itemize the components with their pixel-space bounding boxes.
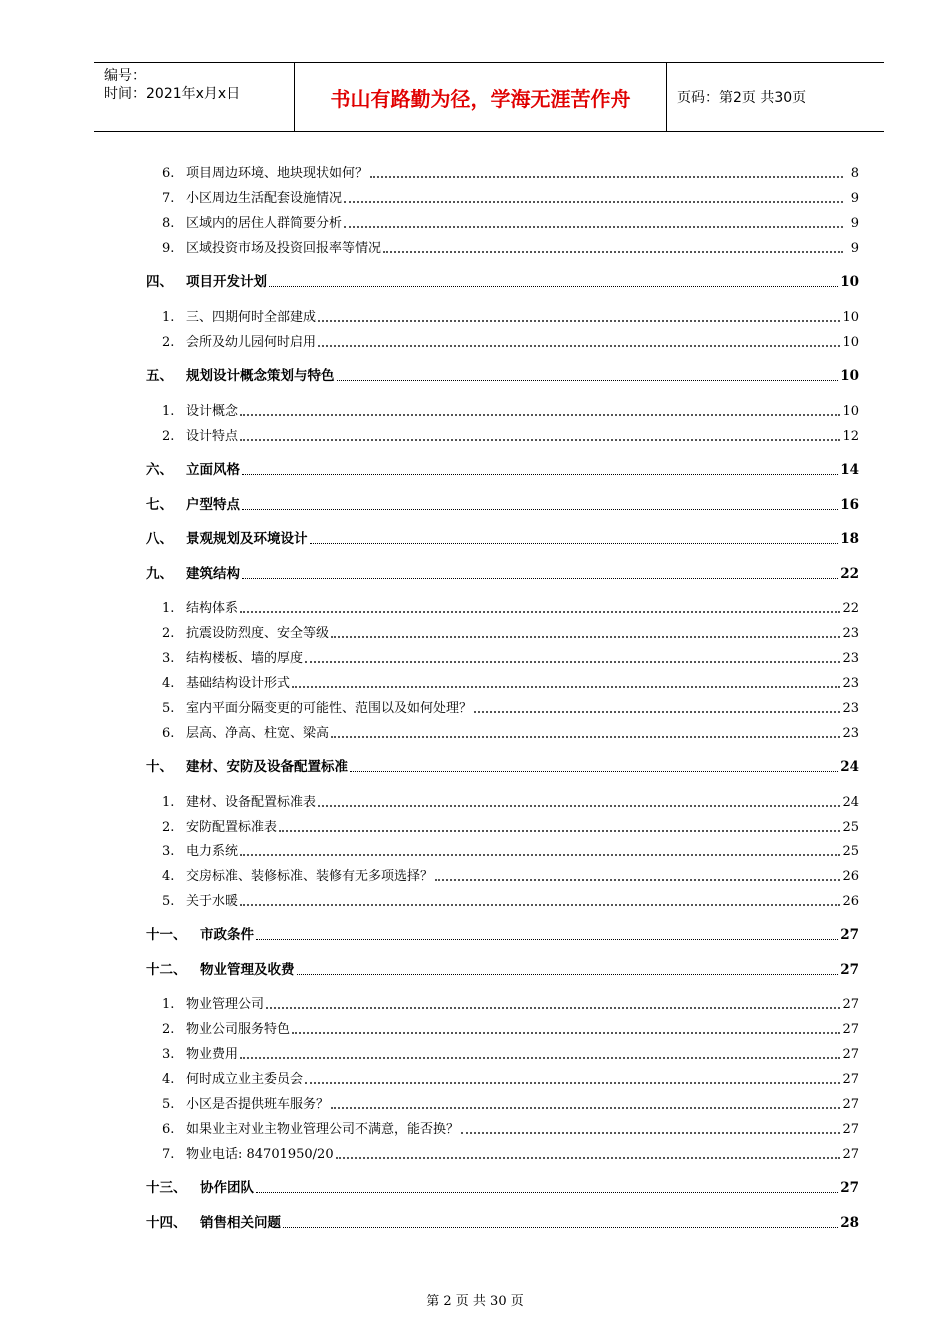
toc-entry[interactable] xyxy=(146,186,859,206)
toc-entry[interactable] xyxy=(146,236,859,256)
toc-number: 十二、 xyxy=(146,962,187,978)
toc-page-number: 27 xyxy=(842,1072,859,1087)
toc-entry[interactable] xyxy=(146,161,859,181)
toc-title: 规划设计概念策划与特色 xyxy=(186,368,335,384)
toc-entry[interactable] xyxy=(146,1142,859,1162)
toc-entry[interactable] xyxy=(146,621,859,641)
toc-page-number: 23 xyxy=(842,651,859,666)
toc-title: 何时成立业主委员会 xyxy=(186,1072,304,1087)
toc-dot-leader xyxy=(383,251,843,253)
toc-page-number: 27 xyxy=(840,962,859,978)
toc-page-number: 14 xyxy=(840,462,859,478)
toc-title: 建材、安防及设备配置标准 xyxy=(186,759,348,775)
toc-entry[interactable] xyxy=(146,399,859,419)
toc-title: 小区是否提供班车服务？ xyxy=(186,1097,330,1112)
toc-title: 设计概念 xyxy=(186,404,239,419)
toc-number: 7. xyxy=(162,1147,175,1162)
toc-page-number: 9 xyxy=(850,241,859,256)
toc-number: 4. xyxy=(162,1072,175,1087)
toc-dot-leader xyxy=(370,176,843,178)
toc-dot-leader xyxy=(310,543,839,544)
toc-number: 6. xyxy=(162,166,175,181)
toc-title: 小区周边生活配套设施情况 xyxy=(186,191,343,206)
toc-dot-leader xyxy=(305,661,840,663)
toc-dot-leader xyxy=(292,1032,840,1034)
toc-page-number: 25 xyxy=(842,820,859,835)
toc-page-number: 26 xyxy=(842,869,859,884)
toc-section[interactable] xyxy=(146,458,859,478)
toc-dot-leader xyxy=(283,1227,838,1228)
toc-dot-leader xyxy=(242,509,838,510)
toc-number: 十四、 xyxy=(146,1215,187,1231)
toc-page-number: 23 xyxy=(842,676,859,691)
toc-page-number: 27 xyxy=(842,1022,859,1037)
toc-number: 七、 xyxy=(146,497,173,513)
toc-title: 设计特点 xyxy=(186,429,239,444)
toc-number: 5. xyxy=(162,1097,175,1112)
toc-title: 交房标准、装修标准、装修有无多项选择？ xyxy=(186,869,434,884)
toc-section[interactable] xyxy=(146,493,859,513)
toc-title: 关于水暖 xyxy=(186,894,239,909)
toc-dot-leader xyxy=(256,1192,838,1193)
toc-section[interactable] xyxy=(146,270,859,290)
toc-number: 4. xyxy=(162,869,175,884)
toc-number: 九、 xyxy=(146,566,173,582)
toc-page-number: 27 xyxy=(842,1047,859,1062)
toc-number: 9. xyxy=(162,241,175,256)
toc-entry[interactable] xyxy=(146,1117,859,1137)
toc-number: 2. xyxy=(162,626,175,641)
toc-section[interactable] xyxy=(146,527,859,547)
toc-entry[interactable] xyxy=(146,646,859,666)
toc-page-number: 28 xyxy=(840,1215,859,1231)
toc-entry[interactable] xyxy=(146,839,859,859)
toc-dot-leader xyxy=(331,1107,840,1109)
toc-dot-leader xyxy=(240,1057,840,1059)
toc-page-number: 10 xyxy=(840,368,859,384)
toc-entry[interactable] xyxy=(146,696,859,716)
page-footer: 第 2 页 共 30 页 xyxy=(426,1294,524,1309)
toc-dot-leader xyxy=(318,345,840,347)
toc-page-number: 27 xyxy=(840,1180,859,1196)
toc-dot-leader xyxy=(336,1157,841,1159)
toc-page-number: 24 xyxy=(840,759,859,775)
toc-number: 2. xyxy=(162,820,175,835)
toc-entry[interactable] xyxy=(146,992,859,1012)
toc-title: 物业公司服务特色 xyxy=(186,1022,291,1037)
toc-number: 1. xyxy=(162,601,175,616)
toc-entry[interactable] xyxy=(146,211,859,231)
toc-title: 层高、净高、柱宽、梁高 xyxy=(186,726,330,741)
toc-title: 项目周边环境、地块现状如何？ xyxy=(186,166,369,181)
toc-page-number: 23 xyxy=(842,626,859,641)
toc-dot-leader xyxy=(318,805,840,807)
toc-page-number: 18 xyxy=(840,531,859,547)
toc-dot-leader xyxy=(240,854,840,856)
toc-dot-leader xyxy=(350,771,838,772)
toc-page-number: 22 xyxy=(842,601,859,616)
toc-title: 室内平面分隔变更的可能性、范围以及如何处理？ xyxy=(186,701,473,716)
header-motto: 书山有路勤为径，学海无涯苦作舟 xyxy=(295,63,667,131)
toc-number: 6. xyxy=(162,726,175,741)
toc-dot-leader xyxy=(269,286,838,287)
toc-page-number: 23 xyxy=(842,726,859,741)
toc-title: 物业管理及收费 xyxy=(200,962,295,978)
toc-dot-leader xyxy=(344,226,843,228)
toc-page-number: 27 xyxy=(842,1147,859,1162)
toc-number: 8. xyxy=(162,216,175,231)
toc-section[interactable] xyxy=(146,958,859,978)
toc-title: 建材、设备配置标准表 xyxy=(186,795,317,810)
toc-dot-leader xyxy=(240,439,840,441)
toc-number: 1. xyxy=(162,310,175,325)
toc-title: 结构体系 xyxy=(186,601,239,616)
toc-dot-leader xyxy=(331,636,840,638)
toc-number: 3. xyxy=(162,1047,175,1062)
toc-title: 协作团队 xyxy=(200,1180,254,1196)
toc-number: 1. xyxy=(162,795,175,810)
toc-title: 景观规划及环境设计 xyxy=(186,531,308,547)
toc-entry[interactable] xyxy=(146,1067,859,1087)
toc-title: 如果业主对业主物业管理公司不满意，能否换？ xyxy=(186,1122,460,1137)
toc-dot-leader xyxy=(318,320,840,322)
toc-entry[interactable] xyxy=(146,1042,859,1062)
toc-page-number: 10 xyxy=(842,404,859,419)
toc-dot-leader xyxy=(240,611,840,613)
toc-dot-leader xyxy=(256,939,838,940)
toc-page-number: 9 xyxy=(850,191,859,206)
toc-number: 十三、 xyxy=(146,1180,187,1196)
toc-page-number: 25 xyxy=(842,844,859,859)
toc-page-number: 10 xyxy=(840,274,859,290)
toc-dot-leader xyxy=(297,974,839,975)
header-date: 时间：2021年x月x日 xyxy=(104,86,241,102)
toc-number: 4. xyxy=(162,676,175,691)
toc-section[interactable] xyxy=(146,562,859,582)
toc-page-number: 10 xyxy=(842,310,859,325)
toc-page-number: 8 xyxy=(850,166,859,181)
toc-title: 立面风格 xyxy=(186,462,240,478)
toc-title: 安防配置标准表 xyxy=(186,820,278,835)
toc-dot-leader xyxy=(240,904,840,906)
toc-page-number: 27 xyxy=(842,1097,859,1112)
toc-dot-leader xyxy=(240,414,840,416)
toc-dot-leader xyxy=(305,1082,840,1084)
toc-title: 物业电话: 84701950/20 xyxy=(186,1147,334,1162)
toc-entry[interactable] xyxy=(146,305,859,325)
toc-dot-leader xyxy=(292,686,840,688)
toc-section[interactable] xyxy=(146,1176,859,1196)
toc-number: 5. xyxy=(162,894,175,909)
toc-title: 结构楼板、墙的厚度 xyxy=(186,651,304,666)
toc-page-number: 27 xyxy=(842,1122,859,1137)
toc-entry[interactable] xyxy=(146,1092,859,1112)
toc-title: 区域内的居住人群简要分析 xyxy=(186,216,343,231)
toc-page-number: 16 xyxy=(840,497,859,513)
toc-dot-leader xyxy=(242,578,838,579)
toc-page-number: 27 xyxy=(840,927,859,943)
toc-title: 物业管理公司 xyxy=(186,997,265,1012)
toc-title: 电力系统 xyxy=(186,844,239,859)
toc-title: 户型特点 xyxy=(186,497,240,513)
toc-entry[interactable] xyxy=(146,790,859,810)
toc-dot-leader xyxy=(474,711,840,713)
toc-number: 1. xyxy=(162,404,175,419)
toc-page-number: 24 xyxy=(842,795,859,810)
toc-number: 六、 xyxy=(146,462,173,478)
toc-dot-leader xyxy=(435,879,840,881)
toc-title: 建筑结构 xyxy=(186,566,240,582)
toc-title: 市政条件 xyxy=(200,927,254,943)
toc-dot-leader xyxy=(344,201,843,203)
toc-number: 2. xyxy=(162,429,175,444)
toc-number: 6. xyxy=(162,1122,175,1137)
toc-number: 十、 xyxy=(146,759,173,775)
toc-number: 7. xyxy=(162,191,175,206)
toc-entry[interactable] xyxy=(146,815,859,835)
toc-entry[interactable] xyxy=(146,889,859,909)
toc-page-number: 27 xyxy=(842,997,859,1012)
toc-dot-leader xyxy=(337,380,839,381)
toc-entry[interactable] xyxy=(146,424,859,444)
toc-entry[interactable] xyxy=(146,1017,859,1037)
toc-number: 八、 xyxy=(146,531,173,547)
toc-section[interactable] xyxy=(146,923,859,943)
toc-dot-leader xyxy=(242,474,838,475)
toc-page-number: 9 xyxy=(850,216,859,231)
toc-number: 3. xyxy=(162,844,175,859)
header-number-label: 编号： xyxy=(104,68,146,84)
toc-number: 四、 xyxy=(146,274,173,290)
toc-number: 3. xyxy=(162,651,175,666)
toc-section[interactable] xyxy=(146,755,859,775)
toc-page-number: 12 xyxy=(842,429,859,444)
toc-number: 十一、 xyxy=(146,927,187,943)
toc-dot-leader xyxy=(461,1132,840,1134)
toc-title: 抗震设防烈度、安全等级 xyxy=(186,626,330,641)
toc-page-number: 23 xyxy=(842,701,859,716)
toc-number: 1. xyxy=(162,997,175,1012)
toc-number: 五、 xyxy=(146,368,173,384)
toc-title: 物业费用 xyxy=(186,1047,239,1062)
toc-section[interactable] xyxy=(146,1211,859,1231)
header-page-info: 页码：第2页 共30页 xyxy=(677,90,807,106)
toc-dot-leader xyxy=(266,1007,840,1009)
toc-page-number: 10 xyxy=(842,335,859,350)
toc-section[interactable] xyxy=(146,364,859,384)
toc-title: 项目开发计划 xyxy=(186,274,267,290)
toc-page-number: 22 xyxy=(840,566,859,582)
toc-entry[interactable] xyxy=(146,671,859,691)
toc-entry[interactable] xyxy=(146,330,859,350)
toc-page-number: 26 xyxy=(842,894,859,909)
toc-title: 三、四期何时全部建成 xyxy=(186,310,317,325)
toc-title: 区域投资市场及投资回报率等情况 xyxy=(186,241,382,256)
toc-title: 会所及幼儿园何时启用 xyxy=(186,335,317,350)
toc-dot-leader xyxy=(279,830,840,832)
toc-entry[interactable] xyxy=(146,596,859,616)
toc-entry[interactable] xyxy=(146,864,859,884)
toc-number: 2. xyxy=(162,335,175,350)
toc-dot-leader xyxy=(331,736,840,738)
toc-title: 基础结构设计形式 xyxy=(186,676,291,691)
toc-entry[interactable] xyxy=(146,721,859,741)
toc-title: 销售相关问题 xyxy=(200,1215,281,1231)
toc-number: 2. xyxy=(162,1022,175,1037)
toc-number: 5. xyxy=(162,701,175,716)
